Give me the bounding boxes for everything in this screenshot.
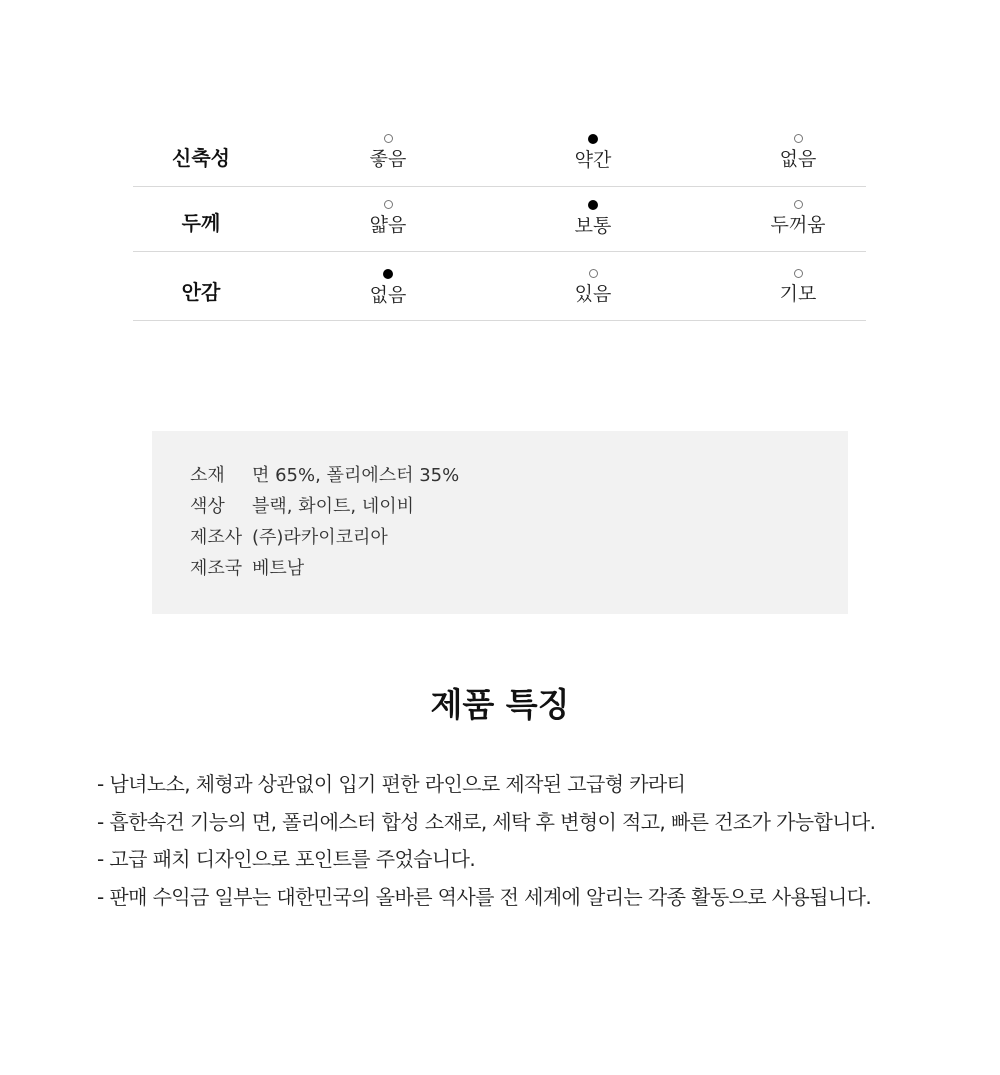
property-option	[328, 134, 448, 171]
info-row-color	[190, 496, 414, 518]
info-row-material	[190, 465, 459, 487]
property-label: 신축성	[172, 146, 230, 170]
feature-item: - 판매 수익금 일부는 대한민국의 올바른 역사를 전 세계에 알리는 각종 활동으로 사용됩니다.	[97, 884, 872, 909]
info-key: 소재	[190, 465, 225, 486]
option-label: 보통	[574, 215, 612, 237]
option-label: 좋음	[369, 148, 407, 170]
property-option	[328, 269, 448, 307]
option-label: 기모	[779, 283, 817, 305]
option-label: 없음	[369, 284, 407, 306]
option-indicator	[588, 200, 598, 210]
property-option	[533, 200, 653, 238]
property-option	[738, 134, 858, 171]
option-label: 없음	[779, 148, 817, 170]
property-label: 두께	[181, 211, 221, 235]
option-label: 약간	[574, 149, 612, 171]
info-row-origin	[190, 558, 304, 580]
option-indicator	[589, 269, 598, 278]
property-row-lining	[133, 252, 866, 321]
info-row-manufacturer	[190, 527, 388, 549]
info-value: 베트남	[252, 558, 305, 579]
info-key: 제조국	[190, 558, 243, 579]
option-indicator	[794, 200, 803, 209]
option-label: 두꺼움	[770, 214, 826, 236]
option-indicator	[794, 269, 803, 278]
property-row-thickness	[133, 187, 866, 252]
option-indicator	[384, 134, 393, 143]
feature-item: - 고급 패치 디자인으로 포인트를 주었습니다.	[97, 847, 476, 871]
info-key: 색상	[190, 496, 225, 517]
property-option	[533, 134, 653, 172]
features-list	[97, 766, 977, 916]
property-option	[738, 269, 858, 306]
property-option	[328, 200, 448, 237]
info-key: 제조사	[190, 527, 243, 548]
property-option	[738, 200, 858, 237]
option-label: 있음	[574, 283, 612, 305]
option-indicator	[794, 134, 803, 143]
info-value: 블랙, 화이트, 네이비	[252, 496, 414, 517]
info-value: (주)라카이코리아	[252, 527, 388, 548]
property-row-stretch	[133, 120, 866, 187]
feature-item: - 남녀노소, 체형과 상관없이 입기 편한 라인으로 제작된 고급형 카라티	[97, 772, 686, 796]
option-indicator	[588, 134, 598, 144]
info-value: 면 65%, 폴리에스터 35%	[252, 465, 460, 486]
property-option	[533, 269, 653, 306]
option-indicator	[384, 200, 393, 209]
features-title: 제품 특징	[430, 685, 570, 724]
option-label: 얇음	[369, 214, 407, 236]
option-indicator	[383, 269, 393, 279]
feature-item: - 흡한속건 기능의 면, 폴리에스터 합성 소재로, 세탁 후 변형이 적고, 빠른 건조가 가능합니다.	[97, 809, 876, 834]
product-property-table	[133, 120, 866, 321]
product-info-box	[152, 431, 848, 614]
property-label: 안감	[181, 280, 221, 304]
